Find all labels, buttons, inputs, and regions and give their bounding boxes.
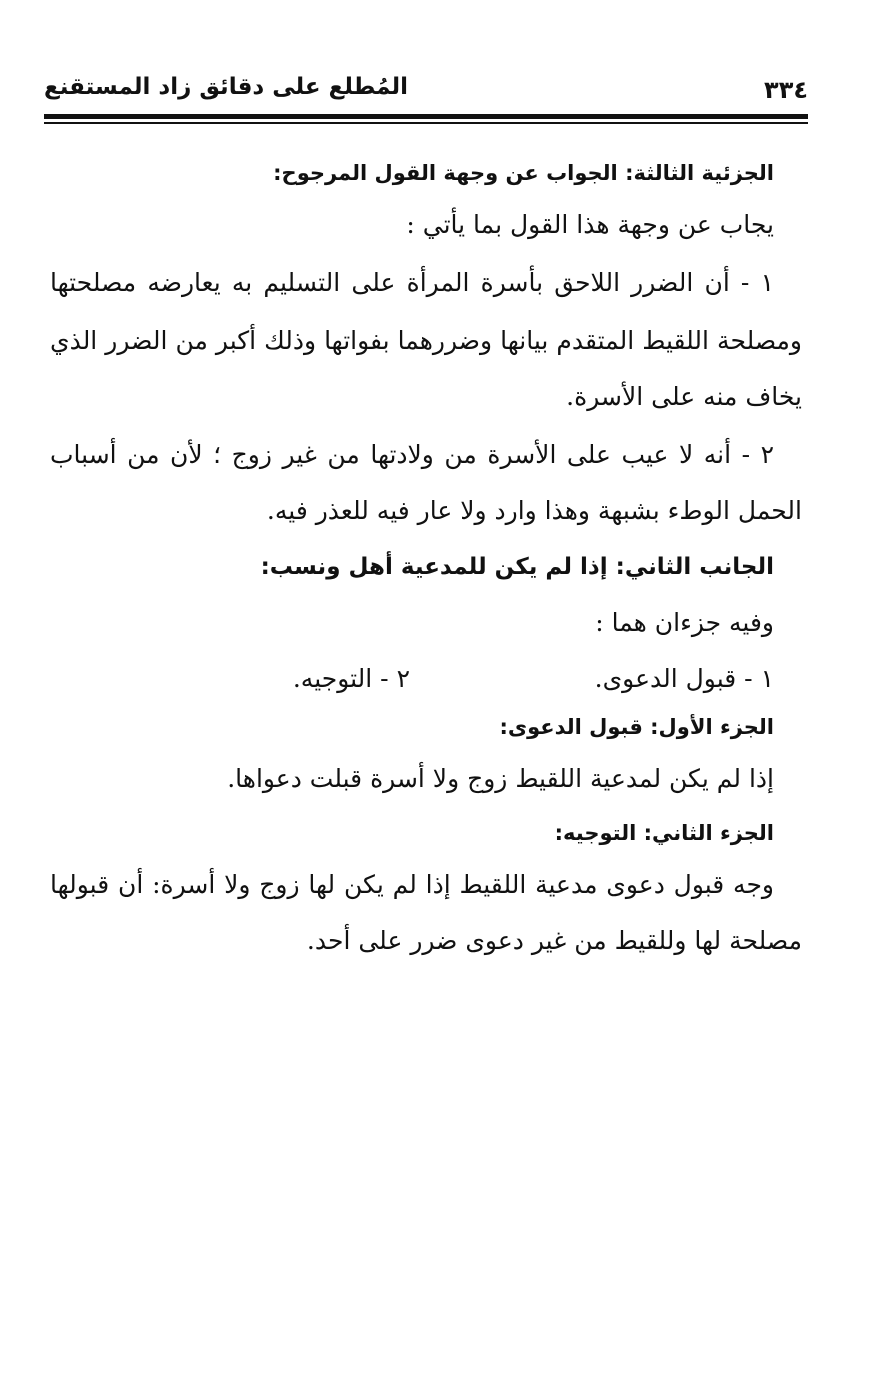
page-header bbox=[44, 70, 808, 114]
heading-second-side: الجانب الثاني: إذا لم يكن للمدعية أهل ونسب: bbox=[260, 554, 774, 580]
running-title: المُطلع على دقائق زاد المستقنع bbox=[44, 74, 409, 100]
list-item-acceptance: ١ - قبول الدعوى. bbox=[594, 664, 774, 693]
header-rule-thin bbox=[44, 122, 808, 124]
two-parts-intro: وفيه جزءان هما : bbox=[595, 608, 774, 637]
first-part-text: إذا لم يكن لمدعية اللقيط زوج ولا أسرة قبلت دعواها. bbox=[227, 764, 774, 793]
header-rule-thick bbox=[44, 114, 808, 119]
point-1-line-3: يخاف منه على الأسرة. bbox=[566, 382, 802, 411]
second-part-line-2: مصلحة لها وللقيط من غير دعوى ضرر على أحد. bbox=[306, 926, 802, 955]
point-1-line-1: ١ - أن الضرر اللاحق بأسرة المرأة على التسليم به يعارضه مصلحتها bbox=[50, 268, 774, 297]
list-item-justification: ٢ - التوجيه. bbox=[292, 664, 410, 693]
point-2-line-2: الحمل الوطء بشبهة وهذا وارد ولا عار فيه للعذر فيه. bbox=[266, 496, 802, 525]
point-2-line-1: ٢ - أنه لا عيب على الأسرة من ولادتها من غير زوج ؛ لأن من أسباب bbox=[50, 440, 774, 469]
intro-line: يجاب عن وجهة هذا القول بما يأتي : bbox=[406, 210, 774, 239]
heading-first-part: الجزء الأول: قبول الدعوى: bbox=[499, 715, 774, 739]
parts-list bbox=[50, 664, 774, 694]
page-number: ٣٣٤ bbox=[764, 76, 808, 104]
heading-second-part: الجزء الثاني: التوجيه: bbox=[554, 821, 774, 845]
point-1-line-2: ومصلحة اللقيط المتقدم بيانها وضررهما بفواتها وذلك أكبر من الضرر الذي bbox=[50, 326, 802, 355]
second-part-line-1: وجه قبول دعوى مدعية اللقيط إذا لم يكن لها زوج ولا أسرة: أن قبولها bbox=[50, 870, 774, 899]
heading-third-part: الجزئية الثالثة: الجواب عن وجهة القول المرجوح: bbox=[273, 161, 774, 185]
